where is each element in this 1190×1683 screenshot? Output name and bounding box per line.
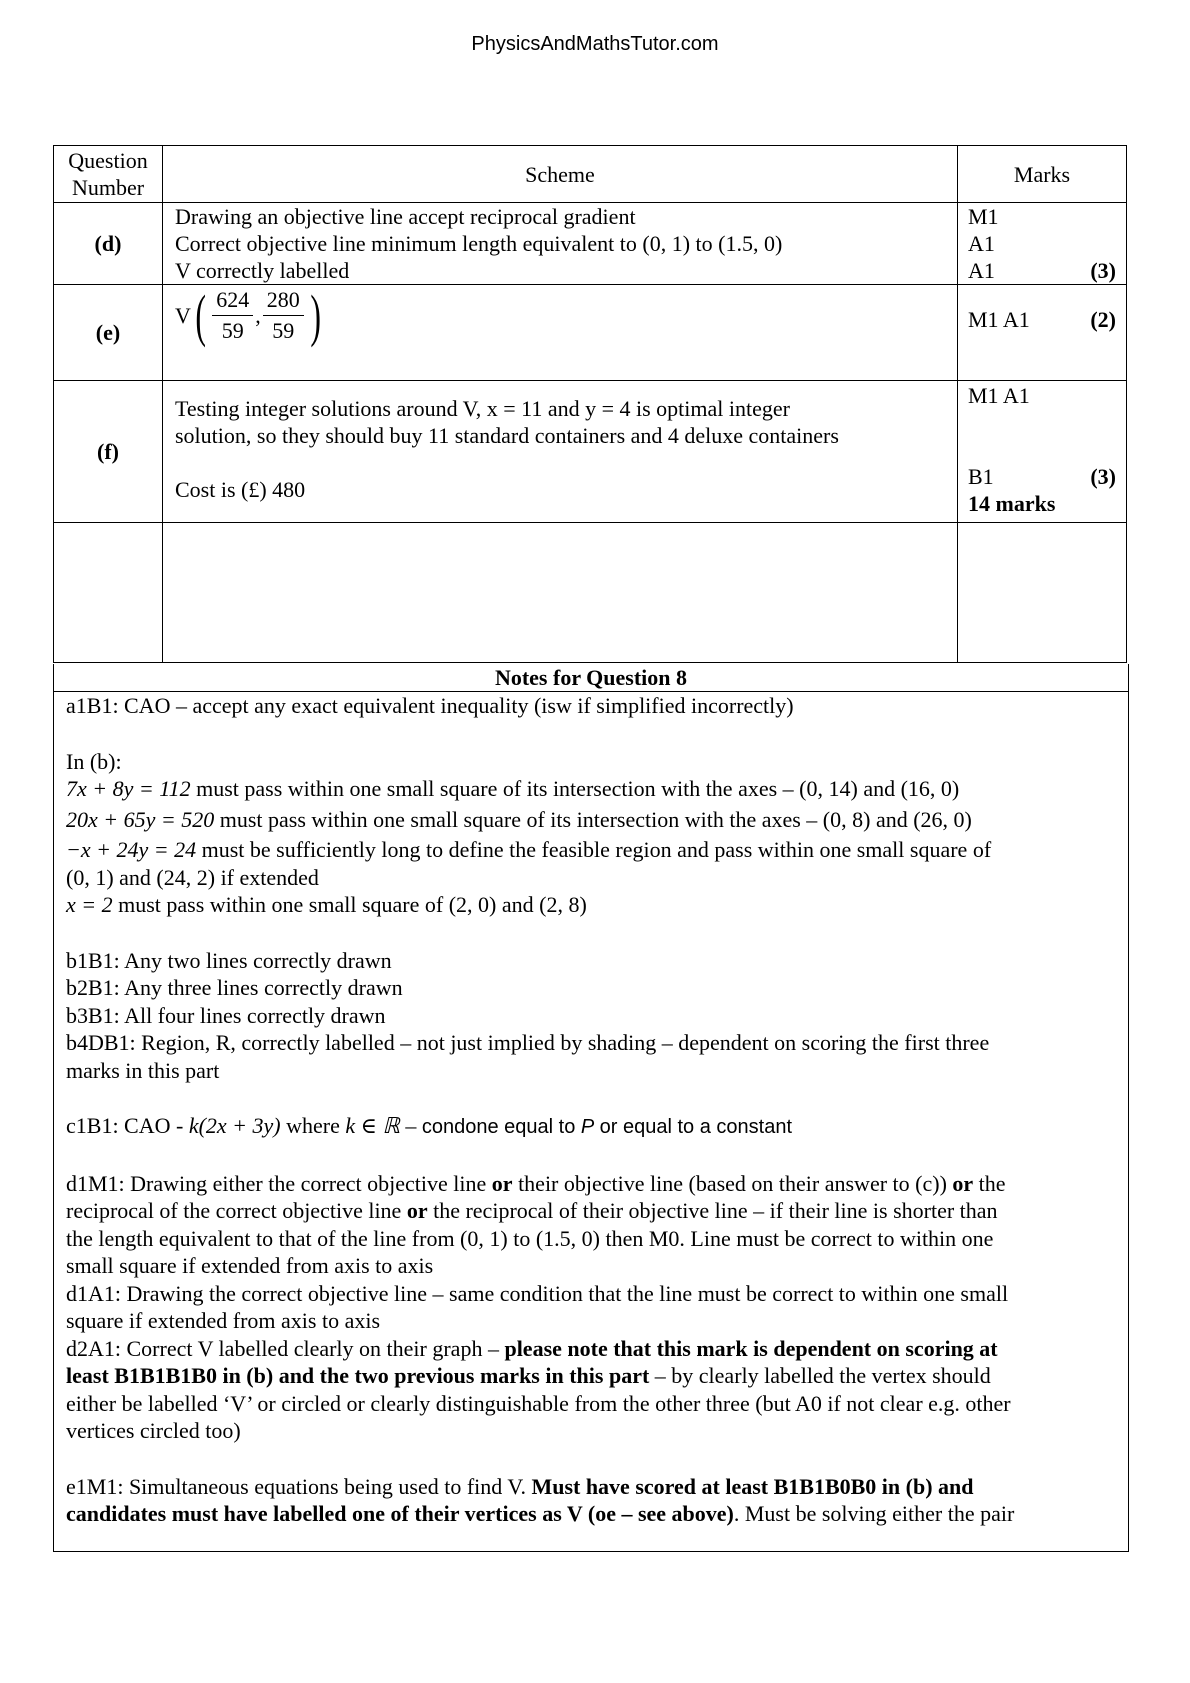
note-d1a1-l2: square if extended from axis to axis [66, 1308, 381, 1333]
question-total: 14 marks [968, 491, 1056, 516]
note-line1: 7x + 8y = 112 must pass within one small square of its intersection with the axes – (0, 14) and (16, 0) [66, 776, 960, 801]
note-d1m1-l2: reciprocal of the correct objective line or the reciprocal of their objective line – if their line is shorter than [66, 1198, 998, 1223]
scheme-d: Drawing an objective line accept reciprocal gradient Correct objective line minimum length equivalent to (0, 1) to (1.5, 0) V correctly labelled [163, 203, 958, 285]
note-d2a1: d2A1: Correct V labelled clearly on their graph – please note that this mark is dependent on scoring at [66, 1335, 998, 1361]
note-b3: b3B1: All four lines correctly drawn [66, 1002, 386, 1028]
marks-f: M1 A1 B1 (3) 14 marks [958, 381, 1127, 523]
note-b4: b4DB1: Region, R, correctly labelled – not just implied by shading – dependent on scoring the first three [66, 1030, 990, 1055]
question-label-e: (e) [54, 285, 163, 381]
marks-d: M1 A1 A1 (3) [958, 203, 1127, 285]
marks-header: Marks [958, 146, 1127, 203]
notes-section [53, 664, 1129, 1552]
note-b4-cont: marks in this part [66, 1057, 220, 1083]
note-d1m1-l3: the length equivalent to that of the line from (0, 1) to (1.5, 0) then M0. Line must be correct to within one [66, 1225, 994, 1251]
part-total-e: (2) [1090, 307, 1116, 332]
table-row-f [54, 381, 1127, 523]
table-row-d [54, 203, 1127, 285]
note-line4: x = 2 must pass within one small square of (2, 0) and (2, 8) [66, 892, 587, 917]
notes-title: Notes for Question 8 [54, 664, 1128, 692]
note-line3: −x + 24y = 24 must be sufficiently long to define the feasible region and pass within one small square of [66, 837, 992, 862]
note-d2a1-l2: least B1B1B1B0 in (b) and the two previous marks in this part – by clearly labelled the vertex should [66, 1363, 991, 1388]
part-total-d: (3) [1090, 258, 1116, 283]
question-number-header: Question Number [54, 146, 163, 203]
vertex-coordinates: V ( 624 59 , 280 59 ) [175, 282, 321, 348]
table-row-empty [54, 523, 1127, 663]
mark-scheme-table [53, 145, 1127, 663]
part-total-f: (3) [1090, 464, 1116, 489]
note-e1m1: e1M1: Simultaneous equations being used to find V. Must have scored at least B1B1B0B0 in (b) and [66, 1473, 974, 1499]
notes-body [54, 692, 1128, 1528]
marks-e: M1 A1 (2) [958, 285, 1127, 381]
scheme-e [163, 282, 958, 381]
note-d1m1-l4: small square if extended from axis to axis [66, 1253, 434, 1278]
scheme-header: Scheme [163, 146, 958, 203]
note-in-b: In (b): [66, 748, 122, 774]
note-b2: b2B1: Any three lines correctly drawn [66, 975, 403, 1000]
note-line3-cont: (0, 1) and (24, 2) if extended [66, 864, 319, 890]
note-c1: c1B1: CAO - k(2x + 3y) where k ∈ ℝ – condone equal to P or equal to a constant [66, 1113, 793, 1138]
note-d1m1: d1M1: Drawing either the correct objective line or their objective line (based on their answer to (c)) or the [66, 1170, 1006, 1196]
question-label-f: (f) [54, 381, 163, 523]
note-a1: a1B1: CAO – accept any exact equivalent inequality (isw if simplified incorrectly) [66, 693, 794, 718]
note-line2: 20x + 65y = 520 must pass within one small square of its intersection with the axes – (0, 8) and (26, 0) [66, 806, 972, 832]
note-d2a1-l4: vertices circled too) [66, 1418, 241, 1443]
note-d1a1: d1A1: Drawing the correct objective line – same condition that the line must be correct to within one small [66, 1280, 1009, 1306]
note-b1: b1B1: Any two lines correctly drawn [66, 947, 392, 973]
table-row-e [54, 285, 1127, 381]
table-header-row [54, 146, 1127, 203]
question-label-d: (d) [54, 203, 163, 285]
note-e1m1-l2: candidates must have labelled one of their vertices as V (oe – see above). Must be solving either the pair [66, 1501, 1015, 1526]
scheme-f: Testing integer solutions around V, x = 11 and y = 4 is optimal integer solution, so they should buy 11 standard containers and 4 deluxe containers Cost is (£) 480 [163, 381, 958, 523]
site-header: PhysicsAndMathsTutor.com [471, 33, 719, 55]
note-d2a1-l3: either be labelled ‘V’ or circled or clearly distinguishable from the other three (but A0 if not clear e.g. other [66, 1390, 1011, 1416]
